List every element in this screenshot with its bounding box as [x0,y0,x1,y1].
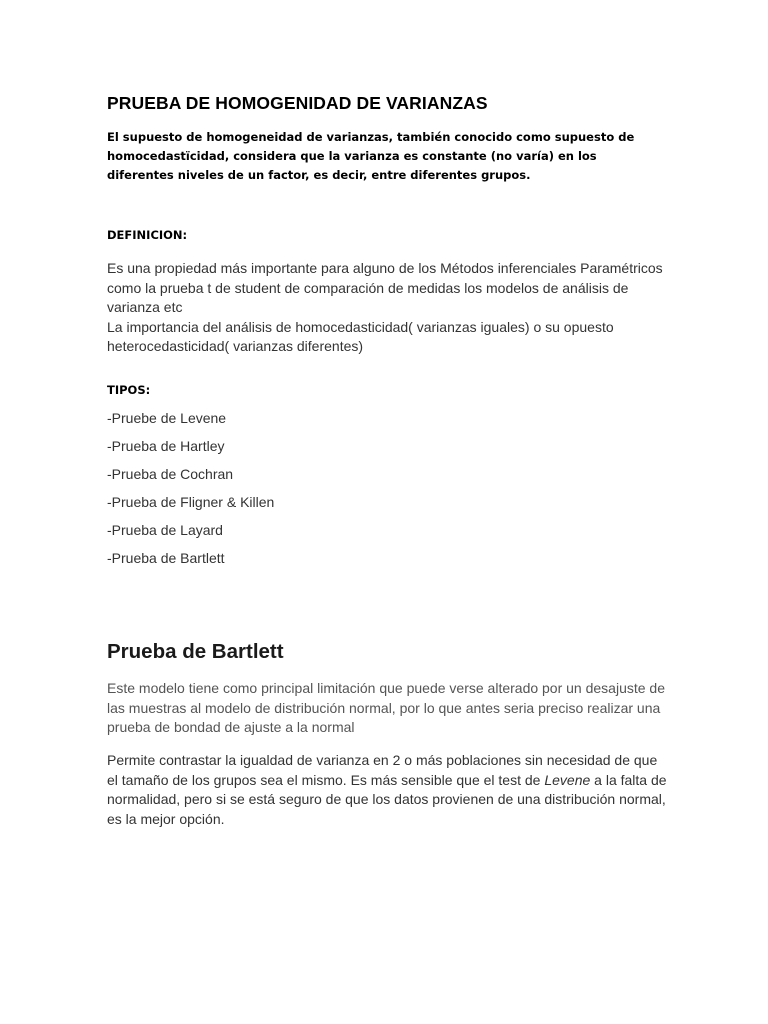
definicion-paragraph-1: Es una propiedad más importante para alguno de los Métodos inferenciales Paramétricos como la prueba t de student de comparación de medidas los modelos de análisis de varianza etc [107,260,663,315]
bartlett-paragraph-2-part-2: a la falta de normalidad, pero si se está seguro de que los datos provienen de una distribución normal, es la mejor opción. [107,771,667,827]
definicion-heading: DEFINICION: [107,228,188,242]
levene-emphasis: Levene [544,771,591,788]
list-item: -Prueba de Bartlett [107,550,225,566]
bartlett-paragraph-2 [107,751,667,829]
list-item: -Pruebe de Levene [107,410,227,426]
document-title: PRUEBA DE HOMOGENIDAD DE VARIANZAS [107,93,488,113]
bartlett-paragraph-2-part-1: Permite contrastar la igualdad de varianza en 2 o más poblaciones sin necesidad de que el tamaño de los grupos sea el mismo. Es más sensible que el test de [107,752,658,788]
tipos-heading: TIPOS: [107,383,151,397]
intro-paragraph: El supuesto de homogeneidad de varianzas, también conocido como supuesto de homocedastïcidad, considera que la varianza es constante (no varía) en los diferentes niveles de un factor, es decir, entre diferentes grupos. [107,130,635,182]
definicion-text [107,259,667,357]
list-item: -Prueba de Hartley [107,438,225,454]
list-item: -Prueba de Cochran [107,466,234,482]
tipos-list [107,408,274,576]
definicion-paragraph-2: La importancia del análisis de homocedasticidad( varianzas iguales) o su opuesto heterocedasticidad( varianzas diferentes) [107,318,614,354]
bartlett-paragraph-1: Este modelo tiene como principal limitación que puede verse alterado por un desajuste de las muestras al modelo de distribución normal, por lo que antes seria preciso realizar una prueba de bondad de ajuste a la normal [107,680,666,735]
list-item: -Prueba de Layard [107,522,223,538]
list-item: -Prueba de Fligner & Killen [107,494,275,510]
bartlett-heading: Prueba de Bartlett [107,640,284,663]
